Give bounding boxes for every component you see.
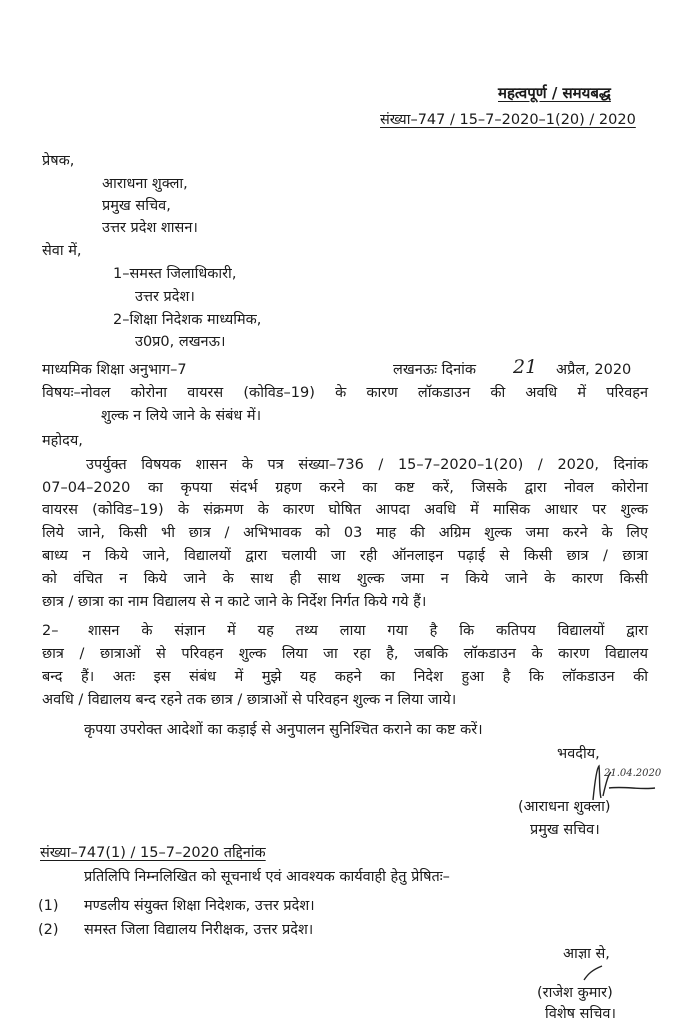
section-name: माध्यमिक शिक्षा अनुभाग–7	[42, 362, 187, 378]
copy-item-1-number: (1)	[38, 898, 59, 914]
footer-designation: विशेष सचिव।	[545, 1006, 616, 1022]
para1-line-6: को वंचित न किये जाने के साथ ही साथ शुल्क जमा न किये जाने के कारण किसी	[42, 571, 648, 587]
copy-reference: संख्या–747(1) / 15–7–2020 तद्दिनांक	[40, 845, 266, 861]
para2-line-4: अवधि / विद्यालय बन्द रहने तक छात्र / छात्राओं से परिवहन शुल्क न लिया जाये।	[42, 692, 457, 708]
sender-name: आराधना शुक्ला,	[102, 176, 188, 192]
closing-name: (आराधना शुक्ला)	[518, 799, 611, 815]
closing-designation: प्रमुख सचिव।	[530, 822, 600, 838]
para1-line-1: उपर्युक्त विषयक शासन के पत्र संख्या–736 / 15–7–2020–1(20) / 2020, दिनांक	[86, 457, 648, 473]
footer-signature-mark	[580, 964, 610, 984]
recipient-1-line2: उत्तर प्रदेश।	[135, 289, 195, 305]
date-day: 21	[513, 356, 538, 378]
signature-date: 21.04.2020	[604, 768, 662, 779]
salutation: महोदय,	[42, 433, 83, 449]
sender-designation: प्रमुख सचिव,	[102, 198, 171, 214]
reference-number: संख्या–747 / 15–7–2020–1(20) / 2020	[380, 112, 636, 128]
footer-name: (राजेश कुमार)	[537, 985, 613, 1001]
para3: कृपया उपरोक्त आदेशों का कड़ाई से अनुपालन सुनिश्चित कराने का कष्ट करें।	[84, 722, 483, 738]
recipient-2-line1: 2–शिक्षा निदेशक माध्यमिक,	[113, 312, 262, 328]
para2-line-2: छात्र / छात्राओं से परिवहन शुल्क लिया जा रहा है, जबकि लॉकडाउन के कारण विद्यालय	[42, 646, 648, 662]
para1-line-7: छात्र / छात्रा का नाम विद्यालय से न काटे जाने के निर्देश निर्गत किये गये हैं।	[42, 594, 427, 610]
para2-number: 2–	[42, 623, 59, 639]
subject-line-2: शुल्क न लिये जाने के संबंध में।	[101, 408, 262, 424]
copy-item-2-text: समस्त जिला विद्यालय निरीक्षक, उत्तर प्रदेश।	[84, 922, 314, 938]
recipients-label: सेवा में,	[42, 243, 82, 259]
copy-item-2-number: (2)	[38, 922, 59, 938]
para2-line-1: शासन के संज्ञान में यह तथ्य लाया गया है कि कतिपय विद्यालयों द्वारा	[88, 623, 648, 639]
para1-line-5: बाध्य न किये जाने, विद्यालयों द्वारा चलायी जा रही ऑनलाइन पढ़ाई से किसी छात्र / छात्रा	[42, 548, 648, 564]
copy-intro: प्रतिलिपि निम्नलिखित को सूचनार्थ एवं आवश्यक कार्यवाही हेतु प्रेषितः–	[84, 869, 450, 885]
sender-label: प्रेषक,	[42, 153, 75, 169]
subject-line-1: विषयः–नोवल कोरोना वायरस (कोविड–19) के कारण लॉकडाउन की अवधि में परिवहन	[42, 385, 648, 401]
recipient-1-line1: 1–समस्त जिलाधिकारी,	[113, 266, 237, 282]
date-suffix: अप्रैल, 2020	[556, 362, 632, 378]
sender-office: उत्तर प्रदेश शासन।	[102, 220, 198, 236]
footer-order: आज्ञा से,	[563, 946, 610, 962]
para2-line-3: बन्द हैं। अतः इस संबंध में मुझे यह कहने का निदेश हुआ है कि लॉकडाउन की	[42, 669, 648, 685]
closing-yours: भवदीय,	[557, 746, 600, 762]
para1-line-4: लिये जाने, किसी भी छात्र / अभिभावक को 03 माह की अग्रिम शुल्क जमा करने के लिए	[42, 525, 648, 541]
priority-heading: महत्वपूर्ण / समयबद्ध	[498, 84, 611, 102]
recipient-2-line2: उ0प्र0, लखनऊ।	[135, 334, 226, 350]
copy-item-1-text: मण्डलीय संयुक्त शिक्षा निदेशक, उत्तर प्रदेश।	[84, 898, 315, 914]
para1-line-3: वायरस (कोविड–19) के संक्रमण के कारण घोषित आपदा अवधि में मासिक आधार पर शुल्क	[42, 502, 648, 518]
para1-line-2: 07–04–2020 का कृपया संदर्भ ग्रहण करने का कष्ट करें, जिसके द्वारा नोवल कोरोना	[42, 480, 648, 496]
date-prefix: लखनऊः दिनांक	[393, 362, 477, 378]
